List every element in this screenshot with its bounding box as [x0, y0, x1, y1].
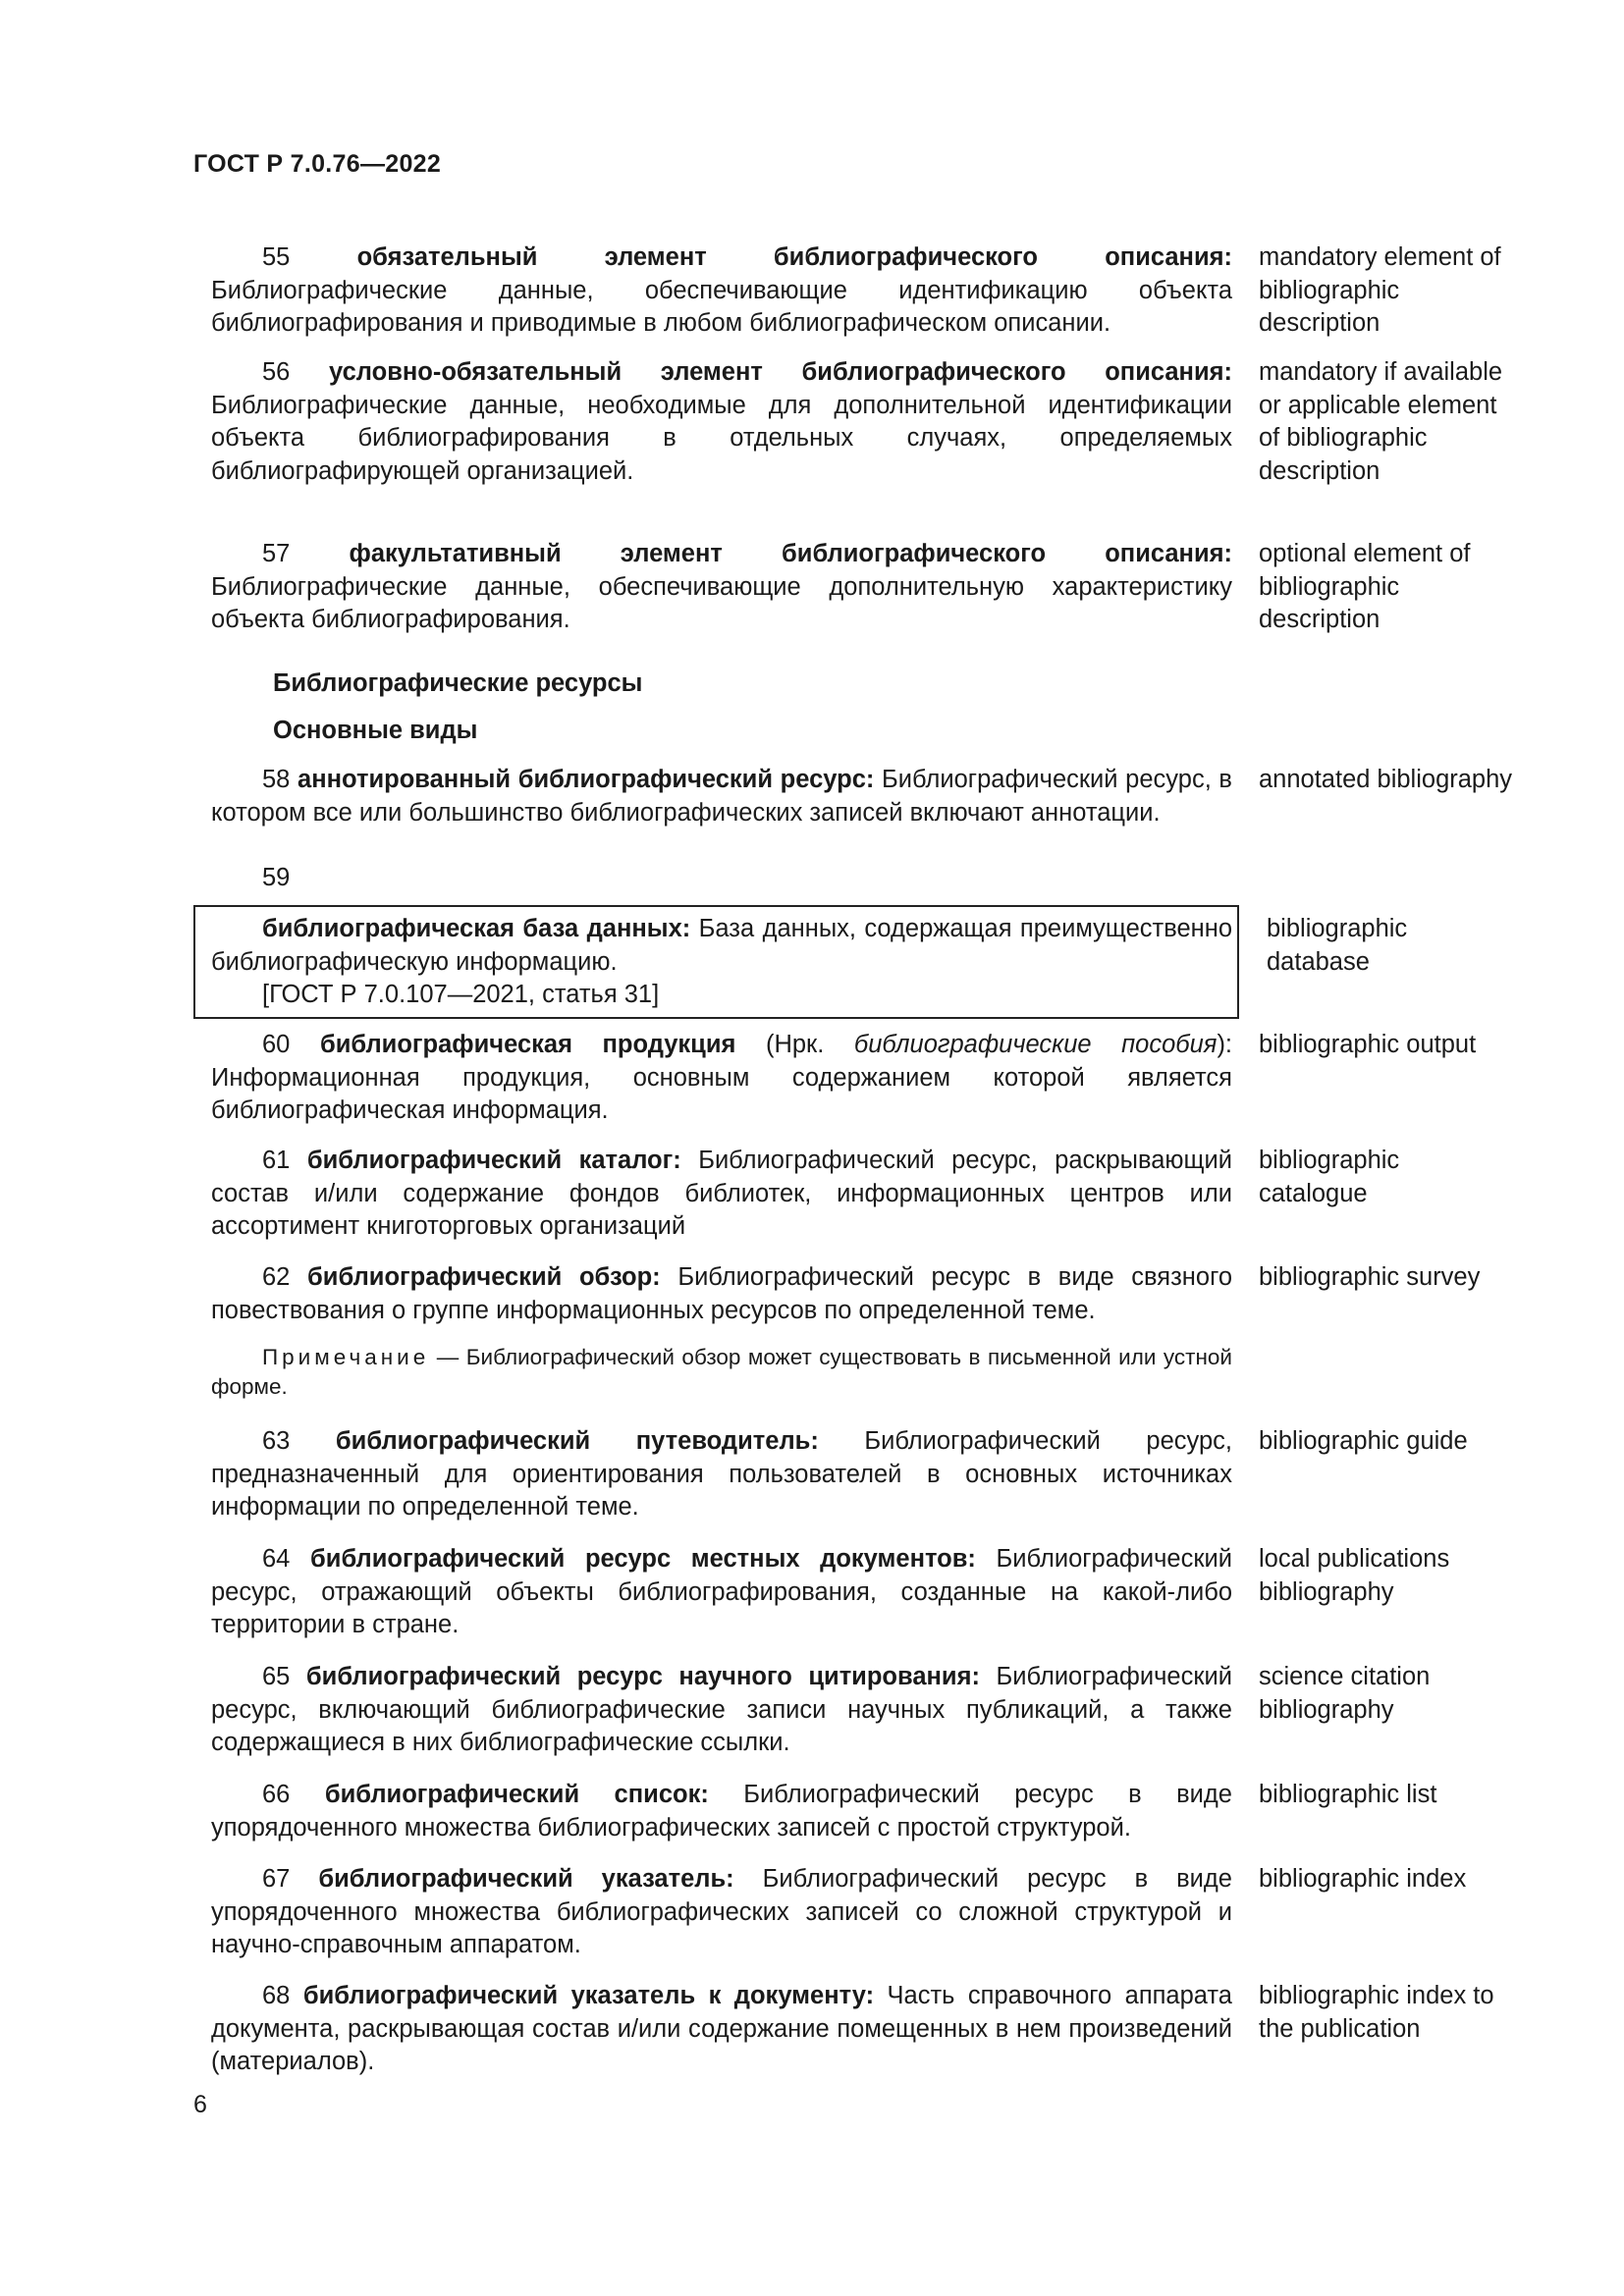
- entry-synonym-close: ):: [1217, 1031, 1233, 1058]
- entry-english-60: bibliographic output: [1259, 1031, 1477, 1058]
- entry-english-55: mandatory element of bibliographic description: [1259, 243, 1501, 337]
- term-entry-61: [211, 1145, 1232, 1244]
- entry-english-59: bibliographic database: [1267, 915, 1408, 976]
- entry-english-61: bibliographic catalogue: [1259, 1147, 1400, 1207]
- entry-definition: Библиографический ресурс, отражающий объекты библиографирования, созданные на какой-либо территории в стране.: [211, 1545, 1233, 1638]
- entry-number: 57: [262, 540, 291, 567]
- entry-deprecated-synonym: библиографические пособия: [853, 1031, 1218, 1058]
- note-label: Примечание: [262, 1345, 430, 1369]
- entry-definition: Библиографические данные, необходимые для дополнительной идентификации объекта библиографирования в отдельных случаях, определяемых библиографирующей организацией.: [211, 391, 1232, 485]
- entry-term: библиографическая база данных:: [262, 915, 691, 942]
- entry-definition: Библиографические данные, обеспечивающие дополнительную характеристику объекта библиографирования.: [211, 572, 1232, 633]
- term-entry-55: [211, 241, 1232, 341]
- entry-term: библиографический указатель к документу:: [302, 1982, 875, 2009]
- entry-number: 58: [262, 766, 291, 793]
- entry-number: 55: [262, 243, 291, 271]
- term-entry-68: [211, 1980, 1232, 2079]
- note-62: [211, 1343, 1232, 1402]
- entry-term: обязательный элемент библиографического описания:: [356, 243, 1232, 271]
- entry-english-64: local publications bibliography: [1259, 1545, 1450, 1606]
- entry-definition: Библиографический ресурс, в котором все или большинство библиографических записей включают аннотации.: [211, 766, 1232, 827]
- entry-definition: Библиографические данные, обеспечивающие идентификацию объекта библиографирования и приводимые в любом библиографическом описании.: [211, 276, 1232, 337]
- term-entry-66: [211, 1779, 1232, 1844]
- entry-term: библиографическая продукция: [319, 1031, 736, 1058]
- entry-english-56: mandatory if available or applicable element of bibliographic description: [1259, 358, 1503, 485]
- entry-term: библиографический ресурс научного цитирования:: [305, 1663, 980, 1690]
- section-heading: Библиографические ресурсы: [273, 669, 643, 697]
- entry-english-66: bibliographic list: [1259, 1781, 1437, 1808]
- entry-synonym-open: (Нрк.: [765, 1031, 854, 1058]
- entry-number: 68: [262, 1982, 291, 2009]
- entry-english-67: bibliographic index: [1259, 1865, 1467, 1893]
- entry-reference: [ГОСТ Р 7.0.107—2021, статья 31]: [262, 981, 660, 1008]
- entry-term: условно-обязательный элемент библиографического описания:: [329, 358, 1232, 386]
- entry-number: 67: [262, 1865, 291, 1893]
- entry-term: библиографический список:: [324, 1781, 709, 1808]
- term-entry-58: [211, 764, 1232, 829]
- entry-term: библиографический ресурс местных документов:: [310, 1545, 976, 1573]
- entry-definition: Библиографический ресурс, включающий библиографические записи научных публикаций, а также содержащиеся в них библиографические ссылки.: [211, 1663, 1232, 1756]
- entry-term: библиографический каталог:: [306, 1147, 681, 1174]
- term-entry-67: [211, 1863, 1232, 1962]
- term-entry-62: [211, 1261, 1232, 1327]
- term-entry-56: [211, 356, 1232, 488]
- term-entry-65: [211, 1661, 1232, 1760]
- entry-number: 64: [262, 1545, 291, 1573]
- entry-number: 66: [262, 1781, 291, 1808]
- entry-english-57: optional element of bibliographic description: [1259, 540, 1471, 633]
- entry-english-68: bibliographic index to the publication: [1259, 1982, 1494, 2043]
- entry-number-59: 59: [262, 864, 291, 891]
- entry-definition: Библиографический ресурс в виде связного повествования о группе информационных ресурсов по определенной теме.: [211, 1263, 1232, 1324]
- entry-definition: Библиографический ресурс в виде упорядоченного множества библиографических записей со сложной структурой и научно-справочным аппаратом.: [211, 1865, 1232, 1958]
- term-entry-60: [211, 1029, 1232, 1128]
- subsection-heading: Основные виды: [273, 717, 478, 744]
- entry-definition: Библиографический ресурс, предназначенный для ориентирования пользователей в основных источниках информации по определенной теме.: [211, 1427, 1232, 1521]
- entry-english-63: bibliographic guide: [1259, 1427, 1468, 1455]
- entry-definition: Часть справочного аппарата документа, раскрывающая состав и/или содержание помещенных в нем произведений (материалов).: [211, 1982, 1232, 2075]
- entry-definition: Информационная продукция, основным содержанием которой является библиографическая информация.: [211, 1063, 1232, 1124]
- entry-english-58: annotated bibliography: [1259, 766, 1513, 793]
- entry-number: 62: [262, 1263, 291, 1291]
- term-entry-64: [211, 1543, 1232, 1642]
- entry-definition: Библиографический ресурс в виде упорядоченного множества библиографических записей с простой структурой.: [211, 1781, 1232, 1842]
- entry-definition: База данных, содержащая преимущественно библиографическую информацию.: [211, 915, 1232, 976]
- entry-term: аннотированный библиографический ресурс:: [298, 766, 875, 793]
- entry-term: библиографический обзор:: [307, 1263, 661, 1291]
- note-text: — Библиографический обзор может существовать в письменной или устной форме.: [211, 1345, 1232, 1399]
- term-entry-63: [211, 1425, 1232, 1524]
- term-entry-57: [211, 538, 1232, 637]
- document-header: ГОСТ Р 7.0.76—2022: [193, 150, 442, 178]
- term-entry-59: [211, 913, 1232, 1012]
- entry-term: библиографический путеводитель:: [335, 1427, 819, 1455]
- entry-term: библиографический указатель:: [318, 1865, 734, 1893]
- entry-number: 61: [262, 1147, 291, 1174]
- entry-number: 60: [262, 1031, 291, 1058]
- page-number: 6: [193, 2091, 207, 2118]
- entry-number: 63: [262, 1427, 291, 1455]
- entry-english-65: science citation bibliography: [1259, 1663, 1431, 1724]
- entry-term: факультативный элемент библиографического описания:: [349, 540, 1232, 567]
- entry-english-62: bibliographic survey: [1259, 1263, 1481, 1291]
- entry-definition: Библиографический ресурс, раскрывающий состав и/или содержание фондов библиотек, информационных центров или ассортимент книготорговых организаций: [211, 1147, 1232, 1240]
- entry-number: 56: [262, 358, 291, 386]
- entry-number: 65: [262, 1663, 291, 1690]
